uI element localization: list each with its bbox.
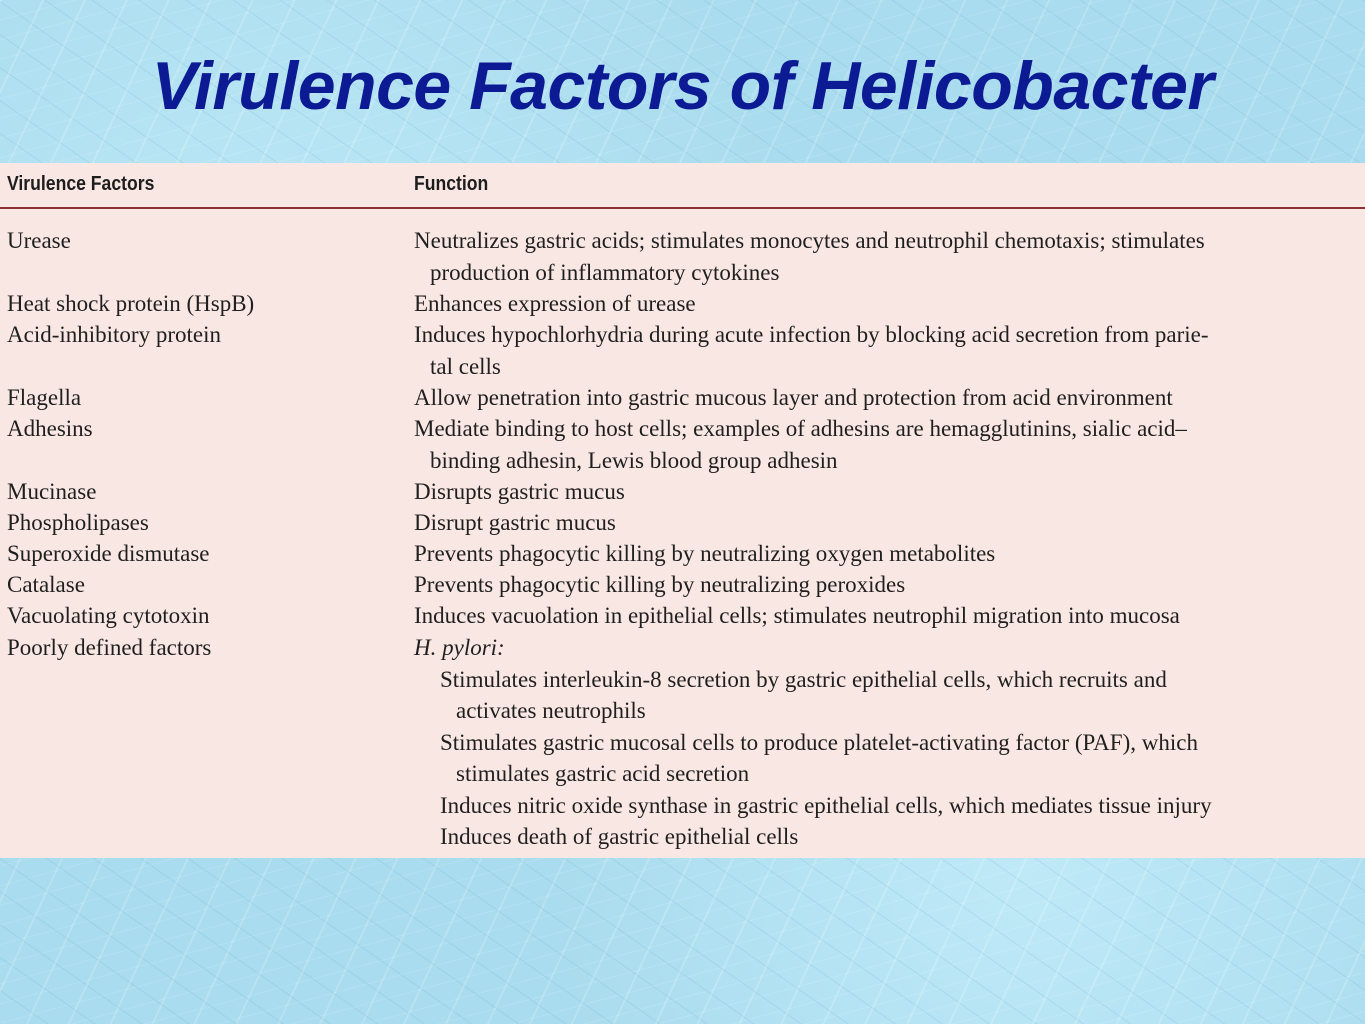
factor-cell: Vacuolating cytotoxin [7, 603, 210, 628]
factor-cell: Mucinase [7, 479, 97, 504]
function-line: Prevents phagocytic killing by neutralizing oxygen metabolites [414, 541, 996, 566]
factor-cell: Catalase [7, 572, 85, 597]
function-line: Induces death of gastric epithelial cells [440, 824, 799, 849]
factor-cell: Poorly defined factors [7, 635, 212, 660]
function-line: binding adhesin, Lewis blood group adhesin [430, 447, 838, 473]
function-line: Prevents phagocytic killing by neutralizing peroxides [414, 572, 906, 597]
factor-cell: Adhesins [7, 416, 93, 441]
function-line: Induces vacuolation in epithelial cells; stimulates neutrophil migration into mucosa [414, 603, 1180, 628]
function-line: Disrupt gastric mucus [414, 510, 616, 535]
function-line: Mediate binding to host cells; examples of adhesins are hemagglutinins, sialic acid– [414, 416, 1187, 441]
function-line: Induces hypochlorhydria during acute infection by blocking acid secretion from parie- [414, 322, 1209, 347]
function-cell [414, 319, 1359, 382]
factor-cell: Acid-inhibitory protein [7, 322, 221, 347]
function-line: Neutralizes gastric acids; stimulates monocytes and neutrophil chemotaxis; stimulates [414, 228, 1205, 253]
function-line: Stimulates gastric mucosal cells to produce platelet-activating factor (PAF), which [440, 729, 1198, 755]
function-intro: H. pylori: [414, 635, 505, 660]
header-rule [0, 207, 1365, 209]
function-line: Induces nitric oxide synthase in gastric epithelial cells, which mediates tissue injury [440, 792, 1212, 818]
factor-cell: Heat shock protein (HspB) [7, 291, 255, 316]
function-cell [414, 569, 1359, 601]
function-cell [414, 600, 1359, 632]
function-cell [414, 382, 1359, 414]
function-cell [414, 225, 1359, 288]
function-cell [414, 632, 1359, 853]
function-line: activates neutrophils [456, 698, 646, 723]
factor-cell: Urease [7, 228, 71, 253]
column-header-function: Function [414, 173, 489, 195]
factor-cell: Flagella [7, 385, 82, 410]
factor-cell: Phospholipases [7, 510, 149, 535]
function-cell [414, 538, 1359, 570]
column-header-virulence-factors: Virulence Factors [7, 173, 155, 195]
virulence-factors-table [0, 163, 1365, 858]
function-line: Stimulates interleukin-8 secretion by gastric epithelial cells, which recruits and [440, 666, 1167, 692]
function-line: Enhances expression of urease [414, 291, 696, 316]
function-cell [414, 288, 1359, 320]
function-line: production of inflammatory cytokines [430, 259, 780, 285]
function-line: Disrupts gastric mucus [414, 479, 625, 504]
function-cell [414, 476, 1359, 508]
function-line: Allow penetration into gastric mucous layer and protection from acid environment [414, 385, 1173, 410]
slide-title: Virulence Factors of Helicobacter [151, 48, 1214, 124]
function-cell [414, 413, 1359, 476]
factor-cell: Superoxide dismutase [7, 541, 210, 566]
function-line: tal cells [430, 353, 501, 379]
function-cell [414, 507, 1359, 539]
function-line: stimulates gastric acid secretion [456, 761, 750, 786]
